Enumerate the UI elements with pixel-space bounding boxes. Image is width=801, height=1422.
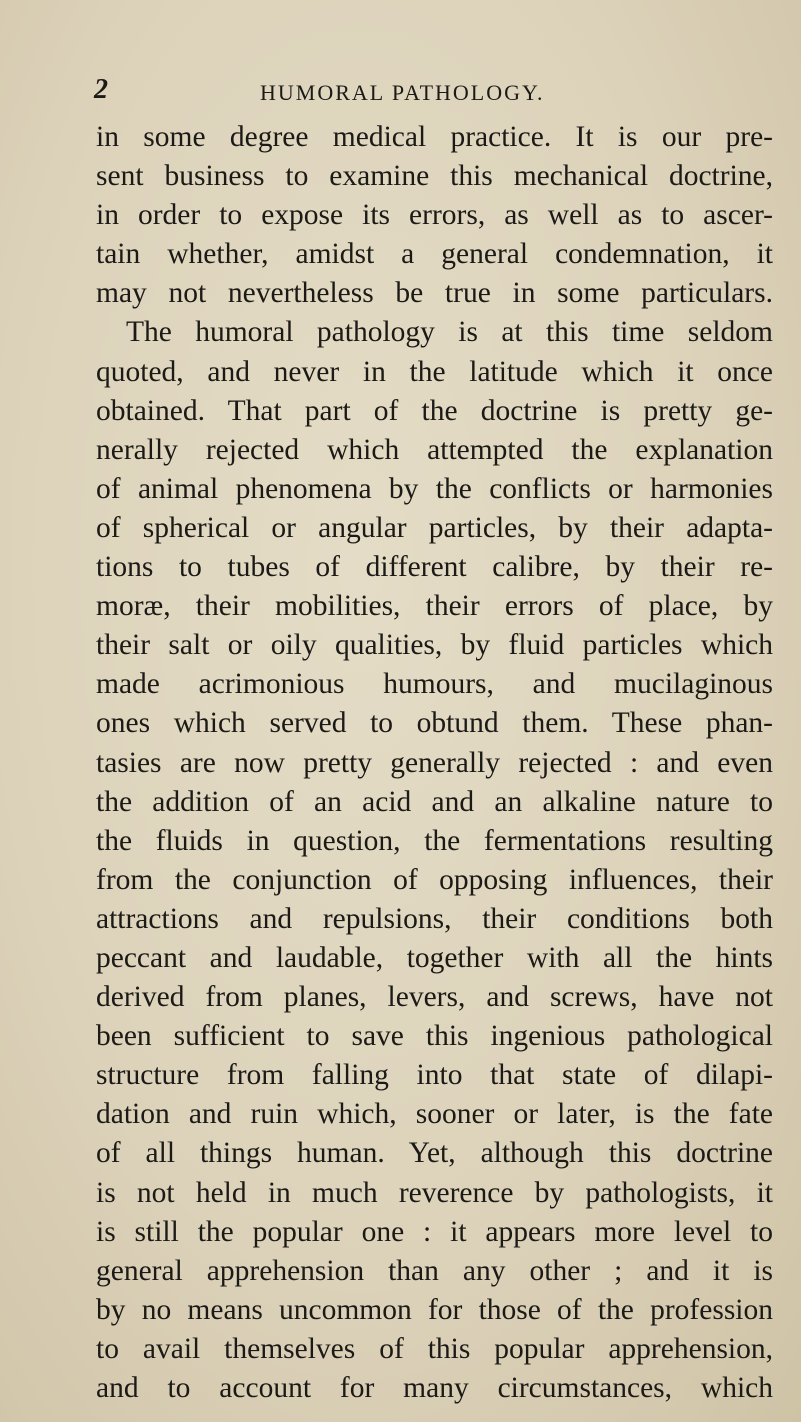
text-line: The humoral pathology is at this time seldom xyxy=(126,316,773,349)
page-number: 2 xyxy=(94,74,108,105)
text-line: dation and ruin which, sooner or later, is the fate xyxy=(96,1098,773,1131)
text-line: from the conjunction of opposing influences, their xyxy=(96,863,773,896)
text-line: of animal phenomena by the conflicts or harmonies xyxy=(96,472,773,505)
text-line: general apprehension than any other ; and it is xyxy=(96,1254,773,1287)
text-line: in some degree medical practice. It is our pre- xyxy=(96,121,773,153)
text-line: quoted, and never in the latitude which it once xyxy=(96,355,773,388)
text-line: peccant and laudable, together with all the hints xyxy=(96,941,773,974)
body-text xyxy=(96,118,773,1408)
text-line: tions to tubes of different calibre, by their re- xyxy=(96,551,773,584)
running-head: HUMORAL PATHOLOGY. xyxy=(260,80,545,105)
text-line: ones which served to obtund them. These phan- xyxy=(96,707,773,740)
text-line: of spherical or angular particles, by their adapta- xyxy=(96,511,773,544)
text-line: the addition of an acid and an alkaline nature to xyxy=(96,785,773,818)
text-line: attractions and repulsions, their conditions both xyxy=(96,902,773,935)
text-line: tain whether, amidst a general condemnation, it xyxy=(96,238,773,271)
text-line: been sufficient to save this ingenious pathological xyxy=(96,1020,773,1053)
text-line: is not held in much reverence by pathologists, it xyxy=(96,1176,773,1209)
text-line: moræ, their mobilities, their errors of place, by xyxy=(96,590,773,623)
text-line: obtained. That part of the doctrine is pretty ge- xyxy=(96,394,773,427)
text-line: to avail themselves of this popular apprehension, xyxy=(96,1332,773,1365)
text-line: by no means uncommon for those of the profession xyxy=(96,1293,773,1326)
text-line: may not nevertheless be true in some particulars. xyxy=(96,277,773,310)
text-line: in order to expose its errors, as well as to ascer- xyxy=(96,199,773,232)
text-line: tasies are now pretty generally rejected : and even xyxy=(96,746,773,779)
text-line: derived from planes, levers, and screws, have not xyxy=(96,981,773,1014)
text-line: nerally rejected which attempted the explanation xyxy=(96,433,773,466)
text-line: structure from falling into that state of dilapi- xyxy=(96,1059,773,1092)
text-line: their salt or oily qualities, by fluid particles which xyxy=(96,629,773,662)
text-line: and to account for many circumstances, which xyxy=(96,1372,773,1404)
text-line: made acrimonious humours, and mucilaginous xyxy=(96,668,773,701)
text-line: the fluids in question, the fermentations resulting xyxy=(96,824,773,857)
text-line: is still the popular one : it appears more level to xyxy=(96,1215,773,1248)
text-line: sent business to examine this mechanical doctrine, xyxy=(96,160,773,193)
text-line: of all things human. Yet, although this doctrine xyxy=(96,1137,773,1170)
